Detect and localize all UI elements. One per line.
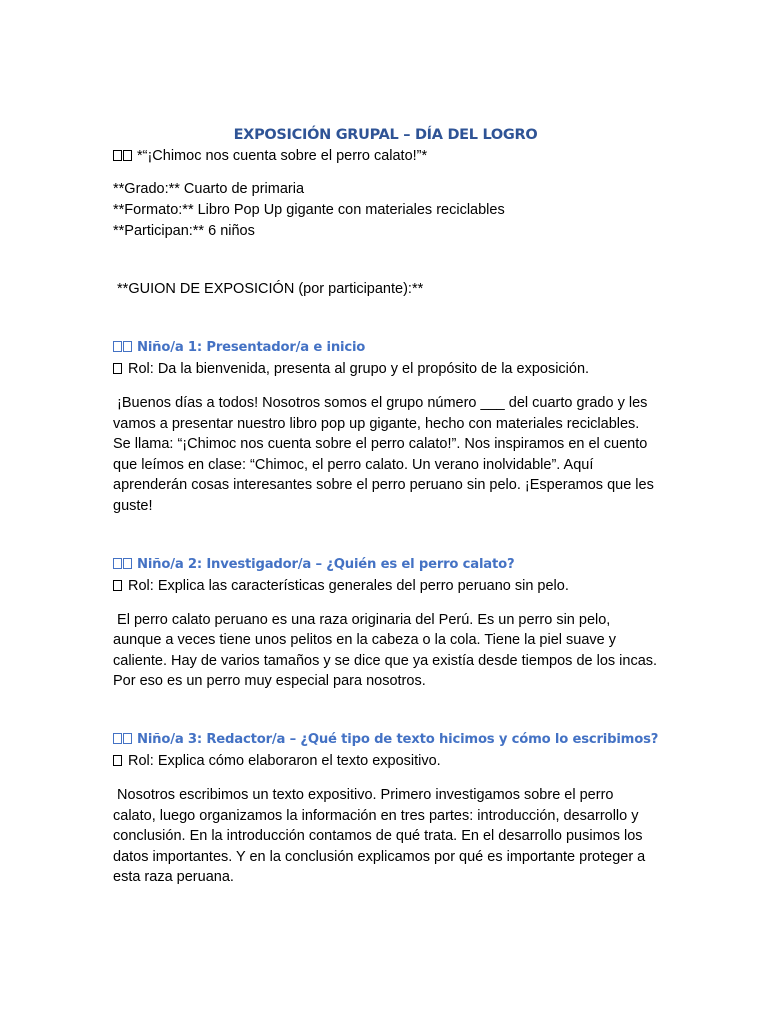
participant-1-heading	[113, 337, 658, 359]
participant-2-text: El perro calato peruano es una raza originaria del Perú. Es un perro sin pelo, aunque a veces tiene unos pelitos en la cabeza o la cola. Tiene la piel suave y caliente. Hay de varios tamaños y se dice que ya existía desde tiempos de los incas. Por eso es un perro muy especial para nosotros.	[113, 611, 662, 690]
document-subtitle	[113, 146, 658, 167]
info-participants: **Participan:** 6 niños	[113, 223, 255, 239]
participant-2-heading-text: Niño/a 2: Investigador/a – ¿Quién es el perro calato?	[137, 556, 515, 572]
participant-1-role	[113, 359, 658, 380]
participant-3-text: Nosotros escribimos un texto expositivo. Primero investigamos sobre el perro calato, luego organizamos la información en tres partes: introducción, desarrollo y conclusión. En la introducción contamos de qué trata. En el desarrollo pusimos los datos importantes. Y en la conclusión explicamos por qué es importante proteger a esta raza peruana.	[113, 786, 650, 886]
missing-glyph-icon	[113, 337, 133, 359]
participant-2-heading	[113, 554, 658, 576]
missing-glyph-icon	[113, 576, 123, 597]
missing-glyph-icon	[113, 359, 123, 380]
missing-glyph-icon	[113, 146, 133, 167]
participant-1-role-text: Rol: Da la bienvenida, presenta al grupo y el propósito de la exposición.	[128, 361, 590, 377]
script-heading: **GUION DE EXPOSICIÓN (por participante):**	[113, 281, 424, 297]
info-grade: **Grado:** Cuarto de primaria	[113, 181, 305, 197]
missing-glyph-icon	[113, 729, 133, 751]
participant-3-heading	[113, 729, 658, 751]
participant-3-role-text: Rol: Explica cómo elaboraron el texto expositivo.	[128, 752, 441, 769]
document-title: EXPOSICIÓN GRUPAL – DÍA DEL LOGRO	[233, 127, 538, 143]
participant-2-role	[113, 576, 658, 597]
subtitle-text: *“¡Chimoc nos cuenta sobre el perro calato!”*	[137, 148, 428, 164]
participant-2-role-text: Rol: Explica las características generales del perro peruano sin pelo.	[128, 577, 569, 594]
missing-glyph-icon	[113, 554, 133, 576]
participant-1-heading-text: Niño/a 1: Presentador/a e inicio	[137, 340, 366, 355]
missing-glyph-icon	[113, 751, 123, 772]
participant-1-text: ¡Buenos días a todos! Nosotros somos el grupo número ___ del cuarto grado y les vamos a presentar nuestro libro pop up gigante, hecho con materiales reciclables. Se llama: “¡Chimoc nos cuenta sobre el perro calato!”. Nos inspiramos en el cuento que leímos en clase: “Chimoc, el perro calato. Un verano inolvidable”. Aquí aprenderán cosas interesantes sobre el perro peruano sin pelo. ¡Esperamos que les guste!	[113, 395, 658, 514]
document-page	[113, 124, 662, 888]
participant-3-role	[113, 751, 658, 772]
info-format: **Formato:** Libro Pop Up gigante con materiales reciclables	[113, 202, 505, 218]
participant-3-heading-text: Niño/a 3: Redactor/a – ¿Qué tipo de texto hicimos y cómo lo escribimos?	[137, 731, 659, 747]
